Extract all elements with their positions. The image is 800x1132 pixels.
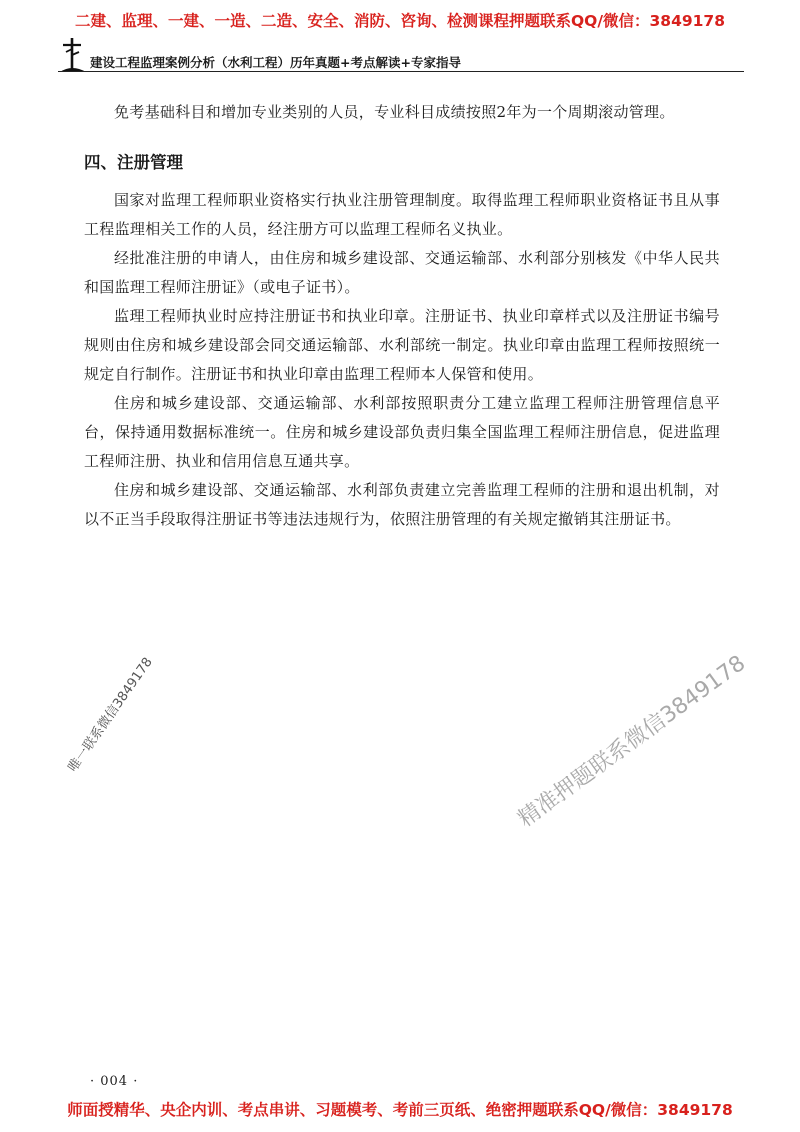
watermark-right: 精准押题联系微信3849178	[513, 650, 751, 833]
section-heading: 四、注册管理	[84, 153, 183, 172]
page-number: · 004 ·	[90, 1074, 139, 1089]
top-promo-banner: 二建、监理、一建、一造、二造、安全、消防、咨询、检测课程押题联系QQ/微信：3849178	[74, 12, 725, 30]
body-paragraph: 住房和城乡建设部、交通运输部、水利部负责建立完善监理工程师的注册和退出机制，对以不正当手段取得注册证书等违法违规行为，依照注册管理的有关规定撤销其注册证书。	[84, 481, 720, 528]
body-paragraph: 国家对监理工程师职业资格实行执业注册管理制度。取得监理工程师职业资格证书且从事工程监理相关工作的人员，经注册方可以监理工程师名义执业。	[84, 191, 720, 238]
body-paragraph: 监理工程师执业时应持注册证书和执业印章。注册证书、执业印章样式以及注册证书编号规则由住房和城乡建设部会同交通运输部、水利部统一制定。执业印章由监理工程师按照统一规定自行制作。注册证书和执业印章由监理工程师本人保管和使用。	[84, 307, 720, 383]
header-divider	[58, 71, 744, 72]
watermark-left: 唯一联系微信3849178	[65, 655, 156, 775]
page-content	[84, 98, 720, 534]
body-paragraph: 经批准注册的申请人，由住房和城乡建设部、交通运输部、水利部分别核发《中华人民共和国监理工程师注册证》（或电子证书）。	[84, 249, 720, 296]
intro-paragraph: 免考基础科目和增加专业类别的人员，专业科目成绩按照2年为一个周期滚动管理。	[114, 103, 675, 121]
body-paragraph: 住房和城乡建设部、交通运输部、水利部按照职责分工建立监理工程师注册管理信息平台，保持通用数据标准统一。住房和城乡建设部负责归集全国监理工程师注册信息，促进监理工程师注册、执业和信用信息互通共享。	[84, 394, 720, 470]
bottom-promo-banner: 师面授精华、央企内训、考点串讲、习题模考、考前三页纸、绝密押题联系QQ/微信：3849178	[67, 1101, 733, 1119]
header-title: 建设工程监理案例分析（水利工程）历年真题+考点解读+专家指导	[90, 55, 461, 70]
book-running-header	[58, 36, 744, 74]
header-logo-icon	[58, 36, 88, 74]
